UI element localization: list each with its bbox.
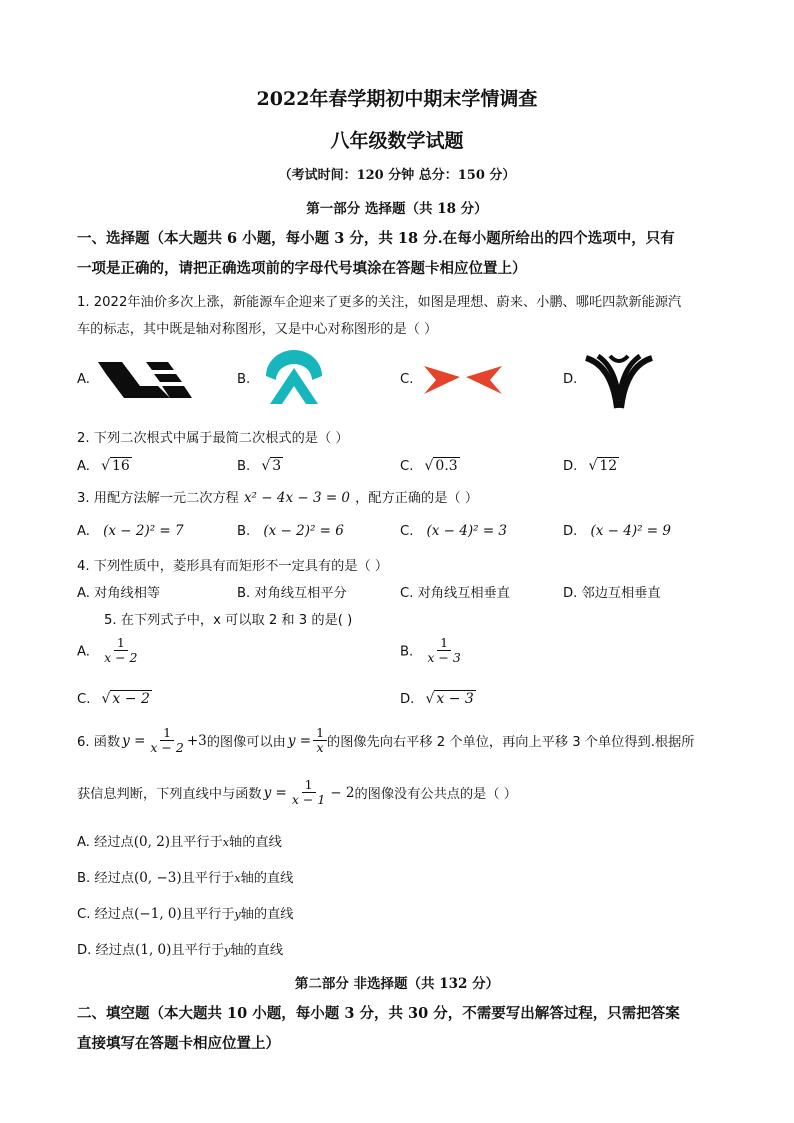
q6-line1-func2-denominator: x <box>316 740 324 756</box>
q6-line1-func1-tail: +3 <box>186 732 207 749</box>
q2-option-d <box>563 455 619 474</box>
exam-subtitle: 八年级数学试题 <box>330 130 464 152</box>
q5-option-d-root: √ x − 3 <box>425 691 474 707</box>
q6-option-d-post: 轴的直线 <box>230 943 284 958</box>
q3-stem <box>77 487 478 506</box>
q5-option-b-fraction <box>424 636 463 666</box>
q2-option-c <box>400 455 460 474</box>
q6-option-d-mid: 且平行于 <box>171 943 225 958</box>
q2-option-a-root: √ 16 <box>101 458 130 474</box>
q4-stem: 4. 下列性质中，菱形具有而矩形不一定具有的是（ ） <box>77 559 389 574</box>
q3-option-b <box>237 520 344 539</box>
q2-option-a <box>77 455 132 474</box>
q1-stem-line1: 1. 2022年油价多次上涨，新能源车企迎来了更多的关注，如图是理想、蔚来、小鹏、哪吒四款新能源汽 <box>77 295 682 310</box>
q2-option-b-radicand: 3 <box>272 458 282 474</box>
q2-option-c-radicand: 0.3 <box>435 458 458 474</box>
q6-line1-func1-fraction <box>147 726 186 756</box>
part1-title: 第一部分 选择题（共 18 分） <box>306 201 488 217</box>
q5-stem: 5. 在下列式子中，x 可以取 2 和 3 的是( ) <box>104 613 353 628</box>
q6-stem-line2 <box>77 778 517 808</box>
q5-option-b <box>400 636 464 666</box>
li-auto-logo-icon <box>96 360 194 400</box>
xpeng-logo-icon <box>422 364 504 396</box>
q6-line2-func-numerator: 1 <box>302 778 316 793</box>
q6-line1-func2-numerator: 1 <box>313 726 327 741</box>
q6-option-d-pre: D. 经过点 <box>77 943 136 958</box>
part2-title: 第二部分 非选择题（共 132 分） <box>294 976 500 992</box>
q6-option-b-post: 轴的直线 <box>240 871 294 886</box>
q5-option-a-denominator: x − 2 <box>104 650 138 666</box>
q6-option-c-mid: 且平行于 <box>181 907 235 922</box>
q2-option-b <box>237 455 283 474</box>
q3-option-a-letter: A. <box>77 524 90 539</box>
q6-stem-line1 <box>77 726 694 756</box>
q5-option-b-letter: B. <box>400 644 414 660</box>
q5-option-a-numerator: 1 <box>114 636 128 651</box>
q5-option-d-radicand: x − 3 <box>436 691 474 707</box>
q2-option-b-letter: B. <box>237 459 251 474</box>
q3-option-b-letter: B. <box>237 524 251 539</box>
q2-option-b-root: √ 3 <box>261 458 282 474</box>
q2-option-d-radicand: 12 <box>599 458 618 474</box>
q6-option-b-pre: B. 经过点 <box>77 871 134 886</box>
q6-option-a <box>77 831 282 850</box>
q5-option-c-letter: C. <box>77 692 91 707</box>
q6-option-c-point: (−1, 0) <box>134 906 182 922</box>
q5-option-d <box>400 688 476 707</box>
exam-title: 2022年春学期初中期末学情调查 <box>256 88 538 110</box>
q6-option-c-post: 轴的直线 <box>240 907 294 922</box>
q1-option-c-label: C. <box>400 372 414 387</box>
q1-option-d-label: D. <box>563 372 578 387</box>
q6-option-c <box>77 903 293 922</box>
q6-option-a-pre: A. 经过点 <box>77 835 134 850</box>
q3-option-a-expr: (x − 2)² = 7 <box>103 523 184 539</box>
q3-option-a <box>77 520 184 539</box>
q6-option-b <box>77 867 293 886</box>
section1-heading-line1: 一、选择题（本大题共 6 小题，每小题 3 分，共 18 分.在每小题所给出的四个选项中，只有 <box>77 230 675 247</box>
q3-option-d-expr: (x − 4)² = 9 <box>590 523 671 539</box>
q6-option-d-axis: y <box>224 944 231 957</box>
section2-heading-line1: 二、填空题（本大题共 10 小题，每小题 3 分，共 30 分，不需要写出解答过程，只需把答案 <box>77 1005 680 1022</box>
q4-option-a: A. 对角线相等 <box>77 586 161 601</box>
q6-line1-end: 的图像先向右平移 2 个单位，再向上平移 3 个单位得到.根据所 <box>327 735 695 751</box>
q3-option-d <box>563 520 671 539</box>
q6-option-b-axis: x <box>234 872 241 885</box>
q1-option-b-label: B. <box>237 372 251 387</box>
q6-option-a-post: 轴的直线 <box>229 835 282 850</box>
q2-option-d-root: √ 12 <box>588 458 618 474</box>
q5-option-a-fraction <box>101 636 140 666</box>
q6-line2-func-denominator: x − 1 <box>291 792 326 808</box>
q5-option-c-radicand: x − 2 <box>112 691 150 707</box>
q2-stem: 2. 下列二次根式中属于最简二次根式的是（ ） <box>77 431 349 446</box>
q3-stem-equation: x² − 4x − 3 = 0 <box>243 490 351 506</box>
q6-option-d <box>77 939 283 958</box>
q5-option-c <box>77 688 152 707</box>
q2-option-c-root: √ 0.3 <box>424 458 458 474</box>
q3-stem-post: ，配方正确的是（ ） <box>355 491 479 506</box>
q1-stem-line2: 车的标志，其中既是轴对称图形，又是中心对称图形的是（ ） <box>77 322 438 337</box>
q3-option-c <box>400 520 507 539</box>
q6-line1-func1-numerator: 1 <box>160 726 174 741</box>
q3-option-c-letter: C. <box>400 524 414 539</box>
q6-line2-intro: 获信息判断，下列直线中与函数 <box>77 787 262 803</box>
q3-option-d-letter: D. <box>563 524 578 539</box>
q6-option-b-point: (0, −3) <box>134 870 182 886</box>
q6-line1-func2-fraction <box>313 726 327 756</box>
q6-line2-func-lhs: y = <box>263 784 287 801</box>
q6-line1-intro: 6. 函数 <box>77 735 121 751</box>
q6-line1-func2-lhs: y = <box>287 732 312 749</box>
neta-logo-icon <box>582 352 656 412</box>
q2-option-a-radicand: 16 <box>112 458 130 474</box>
exam-info: （考试时间：120 分钟 总分：150 分） <box>278 168 516 183</box>
q2-option-a-letter: A. <box>77 459 90 474</box>
q6-line2-func-fraction <box>289 778 328 808</box>
q6-option-c-axis: y <box>234 908 241 921</box>
q5-option-b-numerator: 1 <box>437 636 451 651</box>
q2-option-c-letter: C. <box>400 459 414 474</box>
q5-option-b-denominator: x − 3 <box>427 650 461 666</box>
q4-option-c: C. 对角线互相垂直 <box>400 586 510 601</box>
section2-heading-line2: 直接填写在答题卡相应位置上） <box>77 1035 280 1052</box>
q6-line1-func1-denominator: x − 2 <box>150 740 184 756</box>
q3-option-b-expr: (x − 2)² = 6 <box>263 523 344 539</box>
section1-heading-line2: 一项是正确的，请把正确选项前的字母代号填涂在答题卡相应位置上） <box>77 260 527 277</box>
q1-option-a-label: A. <box>77 372 90 387</box>
q5-option-a-letter: A. <box>77 644 90 660</box>
q6-option-d-point: (1, 0) <box>135 942 172 958</box>
q6-line2-end: 的图像没有公共点的是（ ） <box>354 787 517 803</box>
q6-option-b-mid: 且平行于 <box>181 871 235 886</box>
q5-option-a <box>77 636 141 666</box>
q6-option-a-point: (0, 2) <box>133 834 171 850</box>
q3-option-c-expr: (x − 4)² = 3 <box>426 523 508 539</box>
q6-option-c-pre: C. 经过点 <box>77 907 135 922</box>
q6-line1-middle: 的图像可以由 <box>206 735 286 751</box>
q3-stem-pre: 3. 用配方法解一元二次方程 <box>77 491 239 506</box>
q2-option-d-letter: D. <box>563 459 578 474</box>
q4-option-d: D. 邻边互相垂直 <box>563 586 661 601</box>
q6-option-a-axis: x <box>222 836 230 849</box>
q4-option-b: B. 对角线互相平分 <box>237 586 347 601</box>
q6-option-a-mid: 且平行于 <box>170 835 223 850</box>
q6-line1-func1-lhs: y = <box>122 732 146 749</box>
q6-line2-func-tail: − 2 <box>330 784 355 801</box>
q5-option-d-letter: D. <box>400 692 415 707</box>
nio-logo-icon <box>260 346 328 410</box>
q5-option-c-root: √ x − 2 <box>101 691 150 707</box>
